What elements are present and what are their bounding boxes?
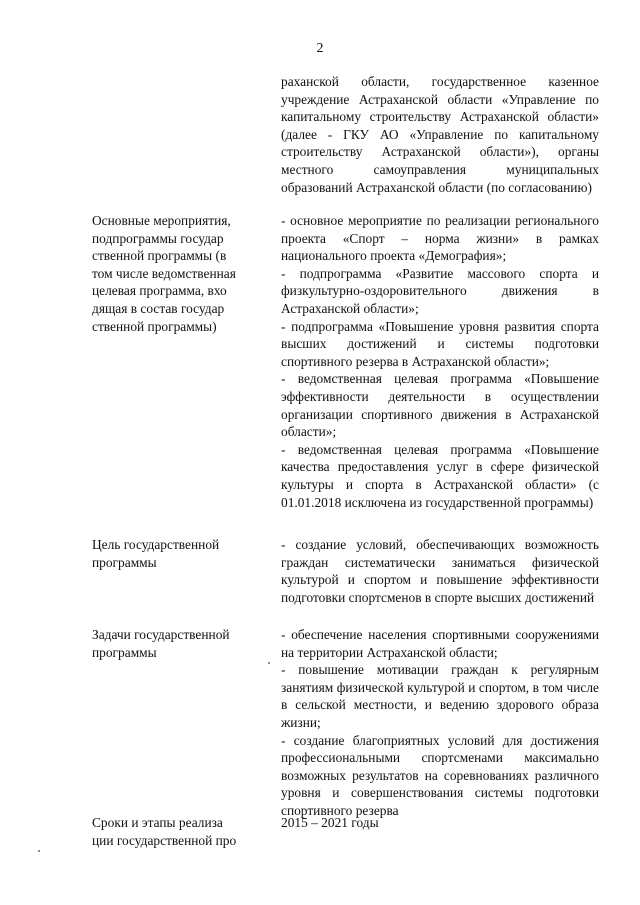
value-paragraph: - подпрограмма «Повышение уровня развития спорта высших достижений и системы подготовки спортивного резерва в Астраханской области»; (281, 318, 599, 369)
row-label: Основные мероприятия, подпрограммы государ ственной программы (в том числе ведомственная целевая программа, вхо дящая в состав государ ственной программы) (92, 213, 236, 334)
row-value (281, 212, 599, 511)
row-label: Цель государственной программы (92, 537, 220, 570)
scan-speck (268, 662, 270, 664)
value-paragraph: - повышение мотивации граждан к регулярным занятиям физической культурой и спортом, в том числе в сельской местности, и ведению здорового образа жизни; (281, 662, 599, 730)
row-value (281, 536, 599, 606)
value-paragraph: - ведомственная целевая программа «Повышение качества предоставления услуг в сфере физической культуры и спорта в Астраханской области» (с 01.01.2018 исключена из государственной программы) (281, 441, 599, 510)
value-paragraph: - обеспечение населения спортивными сооружениями на территории Астраханской области; (281, 627, 599, 660)
value-paragraph: - подпрограмма «Развитие массового спорта и физкультурно-оздоровительного движения в Астраханской области»; (281, 265, 599, 316)
scan-speck (38, 850, 40, 852)
value-paragraph: 2015 – 2021 годы (281, 815, 379, 830)
value-paragraph: раханской области, государственное казенное учреждение Астраханской области «Управление по капитальному строительству Астраханской области» (далее - ГКУ АО «Управление по капитальному строительству Астраханской области»), органы местного самоуправления муниципальных образований Астраханской области (по согласованию) (281, 74, 599, 195)
row-value (281, 73, 599, 196)
value-paragraph: - создание условий, обеспечивающих возможность граждан систематически заниматься физической культурой и спортом и повышение эффективности подготовки спортсменов в спорте высших достижений (281, 537, 599, 605)
value-paragraph: - создание благоприятных условий для достижения профессиональными спортсменами максимально возможных результатов на соревнованиях различного уровня и совершенствования системы подготовки спортивного резерва (281, 732, 599, 818)
row-value (281, 814, 599, 832)
row-label: Задачи государственной программы (92, 627, 230, 660)
value-paragraph: - ведомственная целевая программа «Повышение эффективности деятельности в осуществлении организации спортивного движения в Астраханской области»; (281, 371, 599, 440)
page-number: 2 (316, 41, 324, 56)
row-label: Сроки и этапы реализа ции государственной про (92, 815, 237, 848)
value-paragraph: - основное мероприятие по реализации регионального проекта «Спорт – норма жизни» в рамках национального проекта «Демография»; (281, 213, 599, 264)
row-value (281, 626, 599, 820)
